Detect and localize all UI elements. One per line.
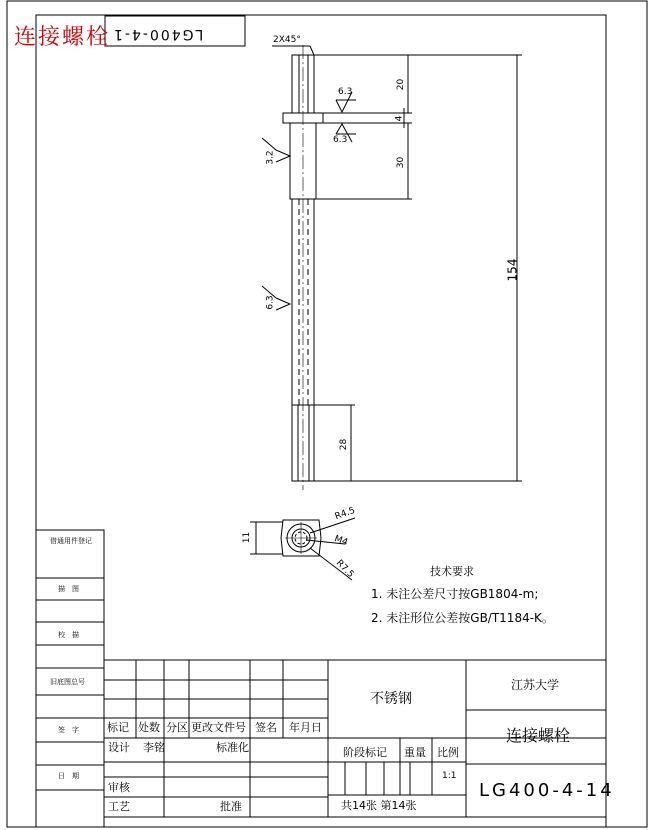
- stage-label: 阶段标记: [343, 746, 387, 759]
- sheet-border: [7, 1, 647, 827]
- scale-label: 比例: [437, 746, 459, 759]
- dim-20: 20: [396, 78, 407, 91]
- note-item-2: 2. 未注形位公差按GB/T1184-K。: [371, 611, 554, 625]
- header-date: 年月日: [289, 721, 322, 734]
- sheet-count: 共14张 第14张: [341, 799, 417, 812]
- process-label: 工艺: [108, 800, 130, 813]
- check-label: 审核: [108, 781, 130, 794]
- dim-4: 4: [394, 115, 405, 122]
- header-signature: 签名: [255, 721, 277, 734]
- roughness-6-3-collar: 6.3: [333, 135, 348, 145]
- header-change-doc: 更改文件号: [191, 721, 246, 734]
- dim-28: 28: [339, 438, 350, 451]
- roughness-3-2: 3.2: [265, 150, 276, 165]
- roughness-6-3-shank: 6.3: [265, 295, 276, 310]
- header-mark: 标记: [107, 721, 129, 734]
- header-count: 处数: [138, 721, 160, 734]
- material: 不锈钢: [370, 691, 412, 707]
- part-name: 连接螺栓: [506, 726, 571, 745]
- standardize-label: 标准化: [216, 741, 249, 754]
- side-label-tracing: 描 图: [58, 585, 79, 593]
- designer-name: 李铭: [143, 741, 165, 754]
- dim-11: 11: [242, 531, 253, 544]
- dim-154: 154: [505, 258, 520, 282]
- school-name: 江苏大学: [511, 678, 560, 692]
- chamfer-label: 2X45°: [273, 35, 301, 45]
- radius-7-5: R7.5: [333, 558, 356, 580]
- header-zone: 分区: [166, 721, 188, 734]
- roughness-6-3-top: 6.3: [338, 87, 353, 97]
- approve-label: 批准: [220, 800, 242, 813]
- radius-4-5: R4.5: [333, 505, 357, 523]
- note-item-1: 1. 未注公差尺寸按GB1804-m;: [371, 587, 539, 601]
- dim-30: 30: [396, 156, 407, 169]
- flipped-drawing-code: LG400-4-1: [112, 26, 204, 42]
- notes-heading: 技术要求: [430, 565, 474, 578]
- side-label-checking: 校 描: [58, 631, 79, 639]
- thread-m4: M4: [332, 534, 349, 549]
- weight-label: 重量: [404, 746, 426, 759]
- side-label-old-number: 旧底图总号: [50, 678, 85, 686]
- side-label-signature: 签 字: [58, 726, 79, 734]
- design-label: 设计: [108, 741, 130, 754]
- side-label-common-part: 借通用件登记: [50, 537, 92, 545]
- side-label-date: 日 期: [58, 772, 79, 780]
- drawing-frame: [36, 15, 606, 827]
- scale-value: 1:1: [442, 771, 457, 781]
- drawing-title-red: 连接螺栓: [14, 25, 111, 50]
- drawing-number: LG400-4-14: [479, 780, 615, 801]
